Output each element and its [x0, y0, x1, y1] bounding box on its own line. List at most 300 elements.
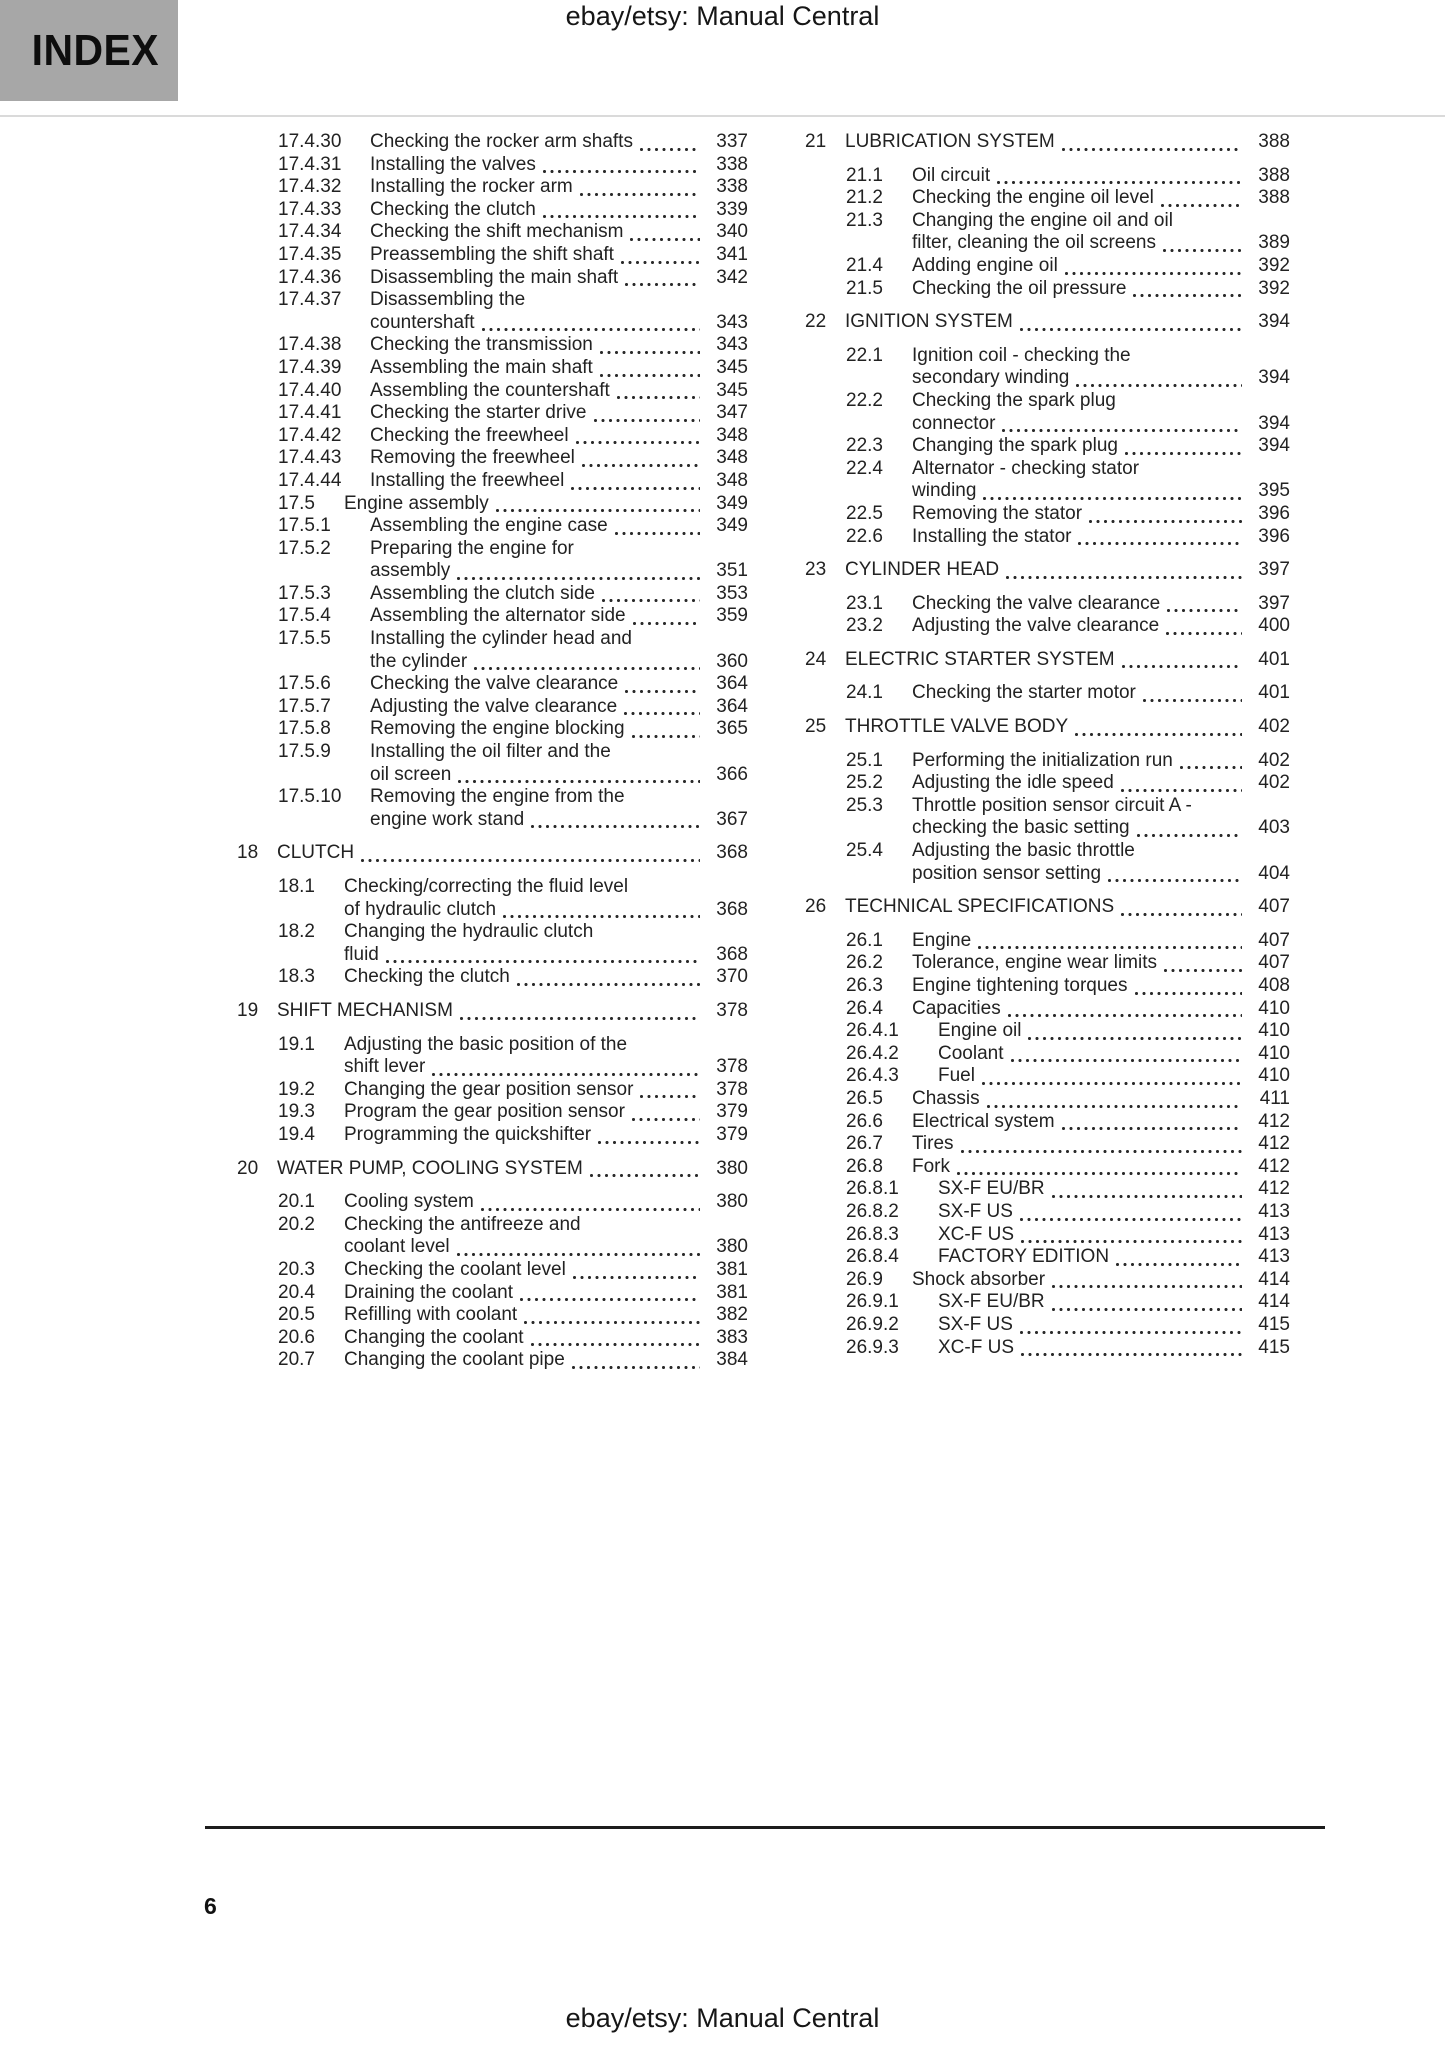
entry-title: countershaft: [370, 311, 475, 333]
entry-page: 394: [1258, 435, 1290, 457]
toc-entry-row: [805, 1020, 1290, 1043]
entry-page: 378: [716, 1078, 748, 1100]
entry-page: 384: [716, 1349, 748, 1371]
entry-page: 345: [716, 379, 748, 401]
entry-title: Preparing the engine for: [370, 537, 574, 559]
dot-leader: [597, 1140, 700, 1145]
dot-leader: [571, 1365, 700, 1370]
entry-number: 22.5: [846, 502, 883, 524]
dot-leader: [1061, 147, 1242, 152]
entry-page: 345: [716, 356, 748, 378]
entry-title: Checking the valve clearance: [370, 673, 619, 695]
index-tab-label: INDEX: [31, 25, 160, 75]
entry-page: 412: [1258, 1133, 1290, 1155]
toc-entry-row: [805, 930, 1290, 953]
toc-entry-row: [237, 199, 748, 222]
entry-page: 364: [716, 695, 748, 717]
entry-number: 17.4.44: [278, 469, 342, 491]
entry-number: 18.2: [278, 921, 315, 943]
entry-page: 360: [716, 650, 748, 672]
entry-page: 410: [1258, 1065, 1290, 1087]
entry-number: 26.9.1: [846, 1291, 899, 1313]
entry-title: Draining the coolant: [344, 1281, 513, 1303]
toc-entry: [805, 1133, 1290, 1156]
dot-leader: [1166, 608, 1242, 613]
entry-number: 22.4: [846, 457, 883, 479]
dot-leader: [593, 418, 701, 423]
toc-entry-row: [237, 966, 748, 989]
entry-title: connector: [912, 412, 996, 434]
toc-entry: [237, 921, 748, 966]
toc-entry-row: [237, 741, 748, 764]
entry-page: 381: [716, 1258, 748, 1280]
dot-leader: [1136, 833, 1242, 838]
entry-title: Installing the rocker arm: [370, 176, 573, 198]
toc-entry-row: [237, 628, 748, 651]
entry-page: 415: [1258, 1313, 1290, 1335]
entry-title: LUBRICATION SYSTEM: [845, 131, 1055, 152]
toc-entry-row: [805, 750, 1290, 773]
dot-leader: [956, 1171, 1242, 1176]
toc-entry-row: [805, 1088, 1290, 1111]
dot-leader: [1020, 1352, 1242, 1357]
entry-number: 20: [237, 1157, 259, 1179]
entry-number: 21.5: [846, 277, 883, 299]
toc-entry-row: [237, 605, 748, 628]
entry-title: Refilling with coolant: [344, 1304, 518, 1326]
entry-title: filter, cleaning the oil screens: [912, 232, 1156, 254]
entry-page: 413: [1258, 1246, 1290, 1268]
entry-page: 343: [716, 311, 748, 333]
entry-number: 17.4.30: [278, 131, 342, 152]
toc-entry-row: [237, 1124, 748, 1147]
entry-page: 389: [1258, 232, 1290, 254]
entry-title: shift lever: [344, 1056, 426, 1078]
toc-entry-row: [237, 1259, 748, 1282]
dot-leader: [599, 373, 700, 378]
entry-title: Changing the coolant: [344, 1326, 524, 1348]
page-number: 6: [204, 1893, 217, 1919]
toc-entry-row: [237, 538, 748, 561]
toc-entry-row: [237, 921, 748, 944]
toc-entry: [805, 390, 1290, 435]
entry-page: 382: [716, 1304, 748, 1326]
toc-entry: [237, 966, 748, 989]
entry-number: 17.5.6: [278, 673, 331, 695]
dot-leader: [981, 1081, 1242, 1086]
toc-entry: [237, 605, 748, 628]
dot-leader: [542, 214, 700, 219]
toc-entry-row: [805, 255, 1290, 278]
entry-number: 17.4.39: [278, 356, 342, 378]
toc-entry: [237, 1349, 748, 1372]
dot-leader: [385, 959, 700, 964]
dot-leader: [616, 395, 700, 400]
entry-title: fluid: [344, 943, 379, 965]
toc-entry-row: [805, 210, 1290, 233]
entry-page: 388: [1258, 164, 1290, 186]
entry-number: 20.6: [278, 1326, 315, 1348]
entry-title: SX-F EU/BR: [938, 1178, 1045, 1200]
entry-number: 20.1: [278, 1191, 315, 1213]
entry-number: 26.4.3: [846, 1065, 899, 1087]
dot-leader: [456, 1252, 700, 1257]
toc-entry-row: [805, 975, 1290, 998]
entry-number: 24.1: [846, 682, 883, 704]
entry-page: 348: [716, 424, 748, 446]
toc-entry: [805, 131, 1290, 154]
entry-number: 17.4.40: [278, 379, 342, 401]
toc-entry-row: [237, 493, 748, 516]
entry-page: 379: [716, 1123, 748, 1145]
entry-title: Performing the initialization run: [912, 749, 1173, 771]
entry-number: 25: [805, 716, 827, 738]
toc-entry-row: [805, 1291, 1290, 1314]
toc-right-column: [805, 131, 1290, 1359]
toc-entry: [237, 380, 748, 403]
footer-rule: [205, 1826, 1325, 1829]
entry-title: Assembling the main shaft: [370, 356, 593, 378]
dot-leader: [986, 1104, 1242, 1109]
entry-page: 397: [1258, 592, 1290, 614]
toc-entry-row: [237, 1191, 748, 1214]
entry-title: CYLINDER HEAD: [845, 559, 1000, 581]
entry-page: 370: [716, 966, 748, 988]
entry-number: 26.2: [846, 952, 883, 974]
entry-title: Checking the oil pressure: [912, 277, 1127, 299]
dot-leader: [530, 824, 700, 829]
entry-title: Cooling system: [344, 1191, 474, 1213]
toc-entry-row: [805, 165, 1290, 188]
entry-title: Checking the starter drive: [370, 402, 587, 424]
toc-entry-row: [805, 458, 1290, 481]
entry-number: 17.5.4: [278, 605, 331, 627]
entry-page: 388: [1258, 131, 1290, 152]
entry-title: Assembling the engine case: [370, 515, 608, 537]
entry-number: 20.4: [278, 1281, 315, 1303]
toc-entry: [805, 682, 1290, 705]
toc-entry: [237, 538, 748, 583]
dot-leader: [599, 350, 700, 355]
toc-entry-row: [805, 1269, 1290, 1292]
toc-entry-row: [805, 840, 1290, 863]
entry-number: 22.1: [846, 344, 883, 366]
entry-title: XC-F US: [938, 1223, 1014, 1245]
toc-entry-row: [805, 480, 1290, 503]
entry-title: Coolant: [938, 1042, 1004, 1064]
entry-page: 402: [1258, 716, 1290, 738]
entry-page: 401: [1258, 682, 1290, 704]
toc-entry-row: [237, 583, 748, 606]
dot-leader: [459, 1016, 700, 1021]
dot-leader: [1160, 203, 1242, 208]
entry-number: 26.3: [846, 975, 883, 996]
toc-entry: [805, 896, 1290, 919]
toc-entry: [805, 1224, 1290, 1247]
dot-leader: [1162, 248, 1242, 253]
entry-title: Checking the transmission: [370, 334, 593, 356]
entry-title: Electrical system: [912, 1110, 1055, 1132]
dot-leader: [631, 1117, 700, 1122]
dot-leader: [629, 237, 700, 242]
dot-leader: [1107, 878, 1242, 883]
entry-page: 413: [1258, 1200, 1290, 1222]
entry-page: 380: [716, 1236, 748, 1258]
entry-title: Removing the engine blocking: [370, 718, 625, 740]
entry-title: Adjusting the basic position of the: [344, 1033, 628, 1055]
dot-leader: [457, 779, 700, 784]
toc-entry-row: [237, 809, 748, 832]
dot-leader: [572, 1275, 700, 1280]
entry-number: 26.8.1: [846, 1178, 899, 1200]
toc-entry: [805, 1246, 1290, 1269]
toc-entry-row: [237, 1282, 748, 1305]
dot-leader: [1051, 1307, 1242, 1312]
dot-leader: [1051, 1194, 1242, 1199]
entry-number: 20.3: [278, 1258, 315, 1280]
dot-leader: [639, 1094, 700, 1099]
toc-entry-row: [237, 334, 748, 357]
toc-entry: [805, 1291, 1290, 1314]
dot-leader: [1051, 1284, 1242, 1289]
toc-entry: [237, 199, 748, 222]
entry-page: 348: [716, 447, 748, 469]
entry-number: 17.4.38: [278, 334, 342, 356]
dot-leader: [1121, 664, 1242, 669]
toc-entry: [805, 840, 1290, 885]
toc-entry-row: [237, 651, 748, 674]
entry-number: 17.4.37: [278, 289, 342, 311]
entry-title: Adjusting the basic throttle: [912, 840, 1135, 862]
entry-title: Installing the valves: [370, 153, 536, 175]
toc-entry-row: [805, 390, 1290, 413]
toc-entry-row: [237, 560, 748, 583]
toc-entry: [237, 1000, 748, 1023]
entry-number: 26.4.1: [846, 1020, 899, 1042]
dot-leader: [1075, 383, 1242, 388]
entry-title: Adjusting the valve clearance: [370, 695, 618, 717]
toc-entry: [805, 278, 1290, 301]
toc-entry-row: [805, 772, 1290, 795]
entry-number: 26.1: [846, 929, 883, 951]
entry-page: 365: [716, 718, 748, 740]
toc-entry-row: [805, 367, 1290, 390]
toc-entry-row: [237, 402, 748, 425]
dot-leader: [1134, 991, 1243, 996]
toc-entry-row: [237, 1158, 748, 1181]
entry-title: the cylinder: [370, 650, 468, 672]
entry-page: 404: [1258, 862, 1290, 884]
entry-page: 394: [1258, 412, 1290, 434]
entry-title: Capacities: [912, 997, 1001, 1019]
entry-page: 401: [1258, 648, 1290, 670]
entry-title: Preassembling the shift shaft: [370, 243, 614, 265]
entry-title: Fork: [912, 1155, 950, 1177]
toc-entry-row: [805, 615, 1290, 638]
entry-number: 26.9.3: [846, 1336, 899, 1358]
toc-entry: [805, 311, 1290, 334]
toc-entry: [237, 1124, 748, 1147]
dot-leader: [481, 327, 700, 332]
toc-entry: [237, 876, 748, 921]
toc-entry-row: [805, 1178, 1290, 1201]
dot-leader: [996, 180, 1242, 185]
entry-page: 338: [716, 176, 748, 198]
entry-page: 396: [1258, 502, 1290, 524]
toc-entry-row: [805, 311, 1290, 334]
entry-title: Tires: [912, 1133, 954, 1155]
toc-entry: [237, 1282, 748, 1305]
toc-entry-row: [237, 764, 748, 787]
toc-entry-row: [805, 1246, 1290, 1269]
toc-entry: [805, 1178, 1290, 1201]
toc-entry-row: [805, 278, 1290, 301]
entry-page: 400: [1258, 615, 1290, 637]
dot-leader: [1005, 575, 1242, 580]
toc-entry: [237, 583, 748, 606]
entry-title: Adding engine oil: [912, 254, 1058, 276]
toc-entry: [237, 1079, 748, 1102]
toc-entry: [805, 975, 1290, 998]
toc-entry-row: [237, 154, 748, 177]
dot-leader: [624, 689, 700, 694]
toc-entry: [805, 1269, 1290, 1292]
entry-number: 17.4.32: [278, 176, 342, 198]
toc-entry-row: [237, 289, 748, 312]
entry-title: ELECTRIC STARTER SYSTEM: [845, 648, 1115, 670]
entry-page: 414: [1258, 1268, 1290, 1290]
entry-number: 23.2: [846, 615, 883, 637]
entry-title: Checking the shift mechanism: [370, 221, 624, 243]
entry-page: 413: [1258, 1223, 1290, 1245]
entry-title: XC-F US: [938, 1336, 1014, 1358]
entry-number: 26.5: [846, 1087, 883, 1109]
toc-entry-row: [237, 696, 748, 719]
entry-number: 23.1: [846, 592, 883, 614]
entry-page: 383: [716, 1326, 748, 1348]
toc-entry: [237, 741, 748, 786]
dot-leader: [542, 169, 700, 174]
toc-entry-row: [805, 998, 1290, 1021]
toc-entry: [237, 1158, 748, 1181]
dot-leader: [977, 945, 1242, 950]
entry-page: 349: [716, 492, 748, 514]
toc-entry: [237, 425, 748, 448]
entry-title: THROTTLE VALVE BODY: [845, 716, 1069, 738]
entry-title: SX-F EU/BR: [938, 1291, 1045, 1313]
entry-title: position sensor setting: [912, 862, 1102, 884]
toc-entry-row: [237, 244, 748, 267]
toc-entry-row: [237, 425, 748, 448]
entry-title: Installing the cylinder head and: [370, 628, 632, 650]
entry-title: Checking the spark plug: [912, 389, 1116, 411]
toc-entry-row: [805, 1337, 1290, 1360]
toc-entry-row: [237, 1101, 748, 1124]
dot-leader: [1019, 327, 1242, 332]
entry-page: 380: [716, 1191, 748, 1213]
toc-entry: [805, 593, 1290, 616]
entry-page: 343: [716, 334, 748, 356]
entry-number: 19.1: [278, 1033, 315, 1055]
dot-leader: [1027, 1036, 1242, 1041]
entry-title: Throttle position sensor circuit A -: [912, 794, 1192, 816]
toc-entry-row: [237, 312, 748, 335]
entry-title: coolant level: [344, 1236, 450, 1258]
dot-leader: [1124, 451, 1242, 456]
toc-left-column: [237, 131, 748, 1372]
dot-leader: [1163, 968, 1242, 973]
toc-entry: [237, 786, 748, 831]
toc-entry: [237, 267, 748, 290]
entry-title: engine work stand: [370, 808, 525, 830]
toc-entry: [237, 628, 748, 673]
toc-entry-row: [805, 593, 1290, 616]
entry-page: 410: [1258, 1042, 1290, 1064]
entry-title: Removing the stator: [912, 502, 1083, 524]
entry-page: 407: [1258, 896, 1290, 918]
entry-number: 24: [805, 648, 827, 670]
toc-entry-row: [805, 413, 1290, 436]
toc-entry-row: [237, 1236, 748, 1259]
toc-entry-row: [805, 1133, 1290, 1156]
dot-leader: [1120, 912, 1242, 917]
footer-title: ebay/etsy: Manual Central: [565, 2003, 880, 2033]
entry-page: 347: [716, 402, 748, 424]
dot-leader: [624, 282, 700, 287]
entry-title: Checking the coolant level: [344, 1258, 566, 1280]
toc-entry: [805, 345, 1290, 390]
entry-number: 17.5.5: [278, 628, 331, 650]
toc-entry-row: [805, 345, 1290, 368]
toc-entry: [237, 493, 748, 516]
entry-number: 26.9.2: [846, 1313, 899, 1335]
entry-number: 26.4: [846, 997, 883, 1019]
entry-page: 368: [716, 842, 748, 864]
toc-entry-row: [237, 1034, 748, 1057]
entry-title: Program the gear position sensor: [344, 1101, 625, 1123]
toc-entry-row: [237, 221, 748, 244]
entry-title: secondary winding: [912, 367, 1070, 389]
entry-number: 17.4.35: [278, 243, 342, 265]
entry-number: 21: [805, 131, 827, 152]
toc-entry: [805, 716, 1290, 739]
dot-leader: [1010, 1058, 1243, 1063]
entry-title: Changing the coolant pipe: [344, 1349, 565, 1371]
entry-page: 402: [1258, 772, 1290, 794]
toc-entry: [237, 447, 748, 470]
entry-page: 367: [716, 808, 748, 830]
dot-leader: [1179, 765, 1242, 770]
entry-title: Alternator - checking stator: [912, 457, 1140, 479]
entry-number: 25.4: [846, 840, 883, 862]
toc-entry: [237, 176, 748, 199]
entry-title: Programming the quickshifter: [344, 1123, 592, 1145]
dot-leader: [1001, 428, 1242, 433]
entry-title: Checking the freewheel: [370, 424, 569, 446]
entry-title: assembly: [370, 560, 451, 582]
entry-number: 17.4.41: [278, 402, 342, 424]
entry-number: 17.5.3: [278, 582, 331, 604]
entry-title: Changing the spark plug: [912, 435, 1118, 457]
toc-entry: [237, 1034, 748, 1079]
entry-number: 17.5.9: [278, 741, 331, 763]
entry-number: 19.2: [278, 1078, 315, 1100]
entry-number: 26.8: [846, 1155, 883, 1177]
toc-entry: [237, 470, 748, 493]
entry-title: Installing the oil filter and the: [370, 741, 611, 763]
toc-entry: [237, 1259, 748, 1282]
toc-entry-row: [237, 470, 748, 493]
